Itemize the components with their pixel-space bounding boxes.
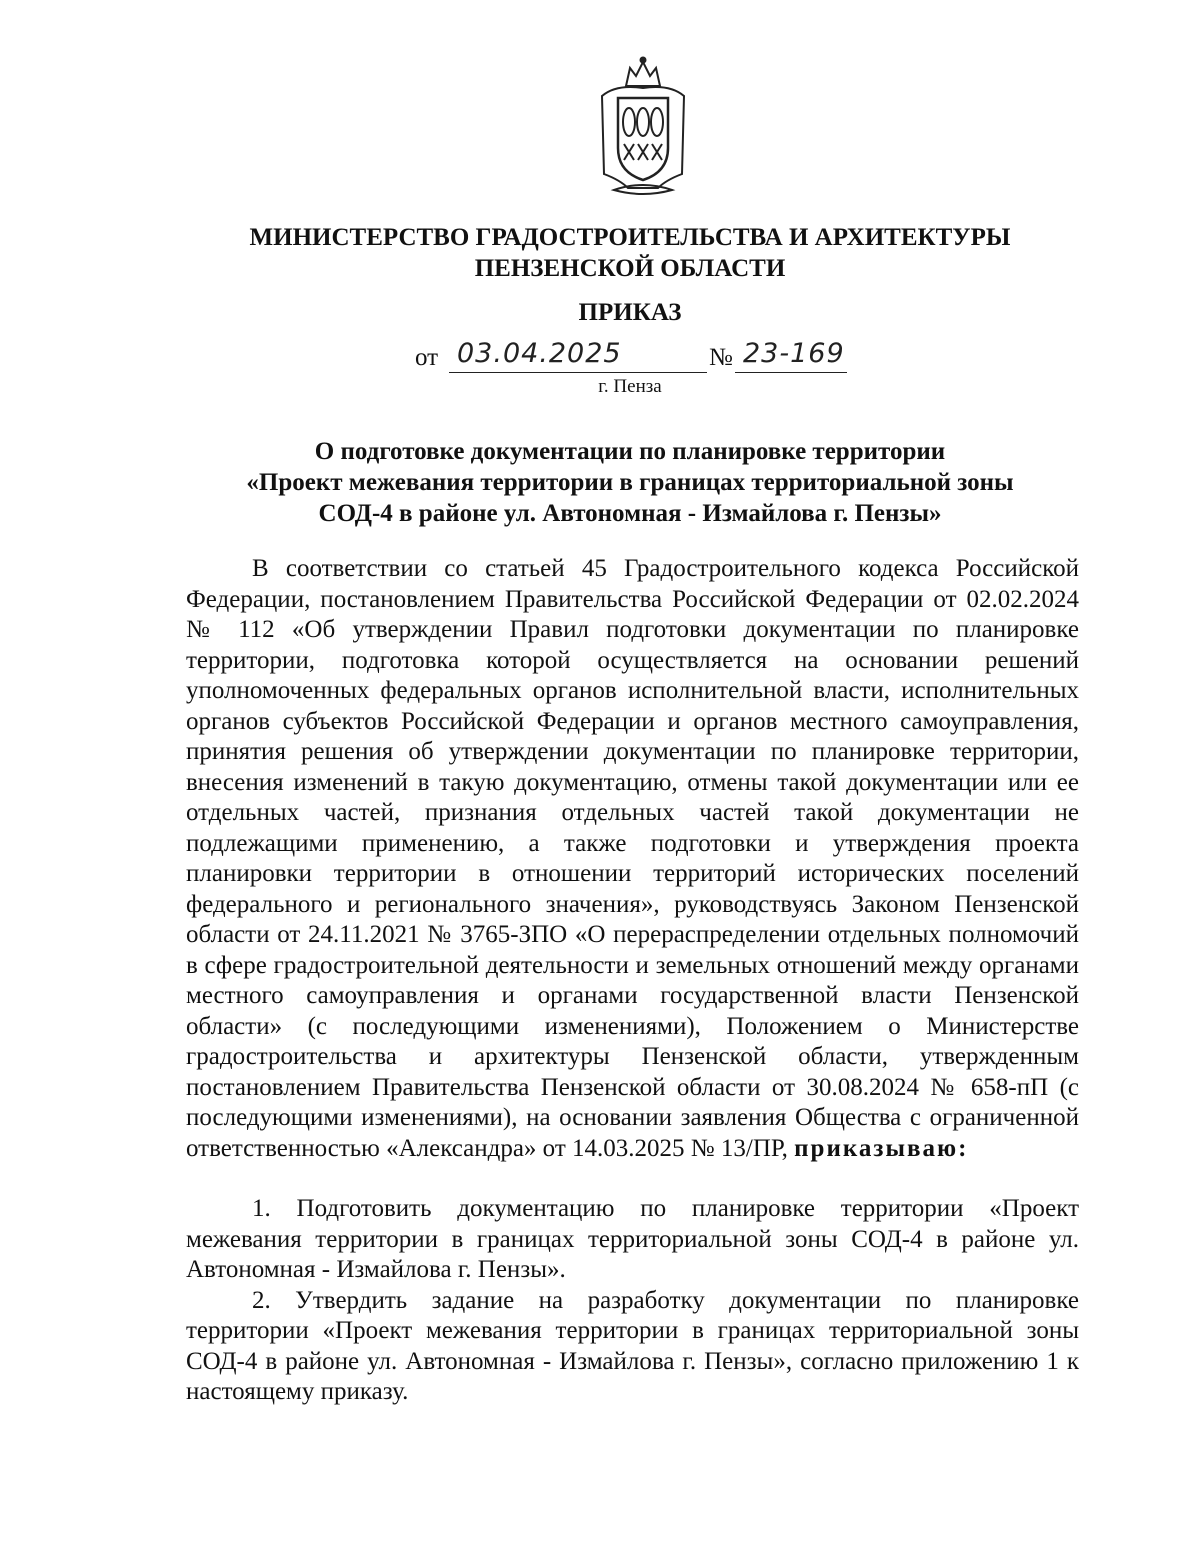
subject-line2: «Проект межевания территории в границах территориальной зоны bbox=[246, 469, 1014, 496]
directive-word: приказываю: bbox=[794, 1134, 969, 1162]
ministry-name-line2: ПЕНЗЕНСКОЙ ОБЛАСТИ bbox=[474, 255, 786, 282]
order-number: 23-169 bbox=[743, 338, 845, 369]
preamble-paragraph bbox=[186, 554, 1079, 1164]
order-date-number-line bbox=[415, 338, 875, 374]
order-subject bbox=[170, 436, 1090, 529]
order-title: ПРИКАЗ bbox=[578, 299, 682, 326]
city: г. Пенза bbox=[598, 376, 662, 397]
subject-line1: О подготовке документации по планировке территории bbox=[314, 438, 946, 465]
ministry-name bbox=[180, 222, 1080, 284]
order-item-2: 2. Утвердить задание на разработку документации по планировке территории «Проект межевания территории в границах территориальной зоны СОД-4 в районе ул. Автономная - Измайлова г. Пензы», согласно приложению 1 к настоящему приказу. bbox=[186, 1286, 1079, 1405]
date-label: от bbox=[415, 344, 439, 371]
order-date: 03.04.2025 bbox=[457, 338, 622, 369]
order-body bbox=[186, 554, 1079, 1408]
date-underline bbox=[449, 372, 707, 373]
number-underline bbox=[735, 372, 847, 373]
ministry-name-line1: МИНИСТЕРСТВО ГРАДОСТРОИТЕЛЬСТВА И АРХИТЕКТУРЫ bbox=[249, 224, 1011, 251]
number-label: № bbox=[709, 344, 733, 371]
penza-region-coat-of-arms-icon bbox=[596, 56, 690, 198]
subject-line3: СОД-4 в районе ул. Автономная - Измайлова г. Пензы» bbox=[318, 500, 942, 527]
order-item-1: 1. Подготовить документацию по планировке территории «Проект межевания территории в границах территориальной зоны СОД-4 в районе ул. Автономная - Измайлова г. Пензы». bbox=[186, 1195, 1079, 1283]
preamble-text: В соответствии со статьей 45 Градостроительного кодекса Российской Федерации, постановлением Правительства Российской Федерации от 02.02.2024 № 112 «Об утверждении Правил подготовки документации по планировке территории, подготовка которой осуществляется на основании решений уполномоченных федеральных органов исполнительной власти, исполнительных органов субъектов Российской Федерации и органов местного самоуправления, принятия решения об утверждении документации по планировке территории, внесения изменений в такую документацию, отмены такой документации или ее отдельных частей, признания отдельных частей такой документации не подлежащими применению, а также подготовки и утверждения проекта планировки территории в отношении территорий исторических поселений федерального и регионального значения», руководствуясь Законом Пензенской области от 24.11.2021 № 3765-ЗПО «О перераспределении отдельных полномочий в сфере градостроительной деятельности и земельных отношений между органами местного самоуправления и органами государственной власти Пензенской области» (с последующими изменениями), Положением о Министерстве градостроительства и архитектуры Пензенской области, утвержденным постановлением Правительства Пензенской области от 30.08.2024 № 658-пП (с последующими изменениями), на основании заявления Общества с ограниченной ответственностью «Александра» от 14.03.2025 № 13/ПР, bbox=[186, 555, 1079, 1162]
